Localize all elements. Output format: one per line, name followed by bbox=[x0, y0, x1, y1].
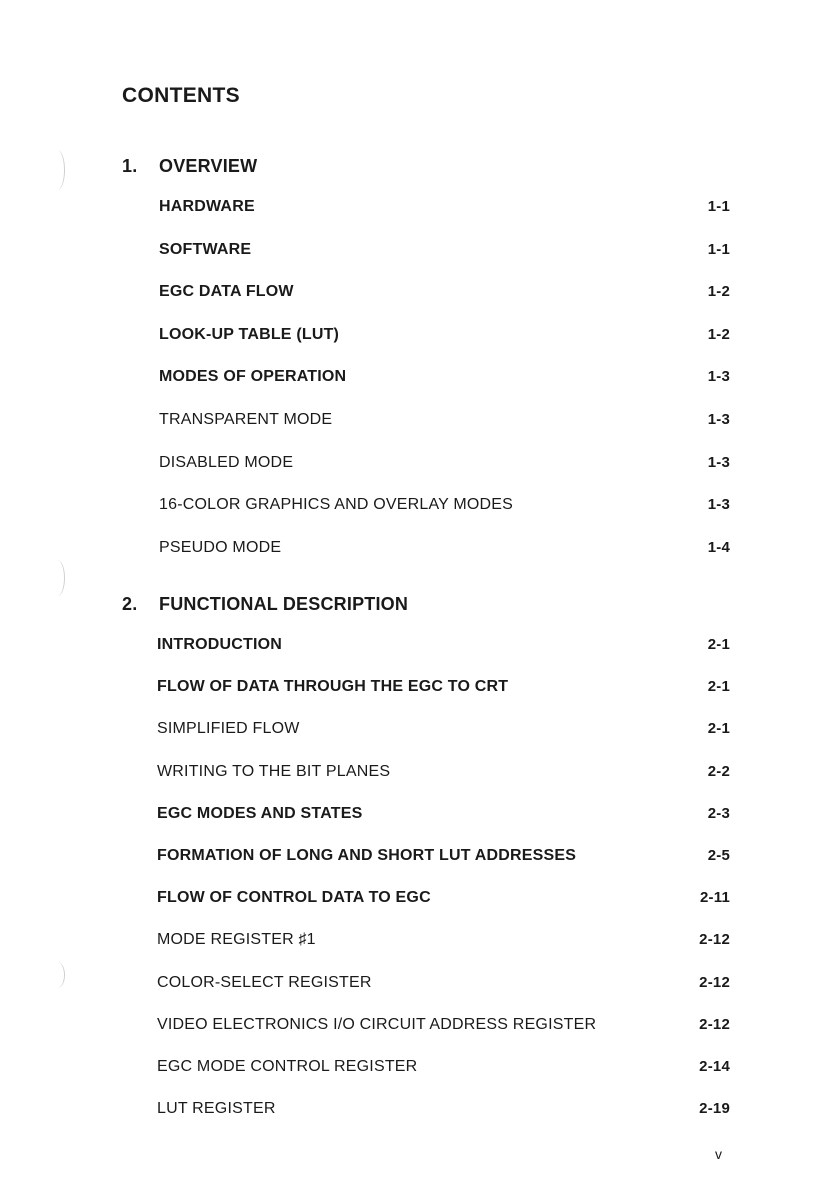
toc-entry-title: WRITING TO THE BIT PLANES bbox=[157, 763, 391, 780]
chapter-title: FUNCTIONAL DESCRIPTION bbox=[159, 594, 409, 614]
toc-entry bbox=[159, 368, 730, 386]
toc-entry-page: 2-12 bbox=[699, 931, 730, 948]
margin-mark bbox=[50, 962, 65, 988]
margin-mark bbox=[50, 560, 65, 596]
chapter-number: 1. bbox=[122, 156, 138, 176]
toc-entry-title: EGC DATA FLOW bbox=[159, 283, 294, 300]
toc-entry-title: FORMATION OF LONG AND SHORT LUT ADDRESSES bbox=[157, 847, 577, 864]
page-number: v bbox=[715, 1146, 722, 1162]
toc-entry bbox=[157, 678, 730, 696]
toc-entry bbox=[159, 283, 730, 301]
toc-entry-page: 1-3 bbox=[707, 411, 730, 428]
toc-entry-page: 1-3 bbox=[707, 496, 730, 513]
toc-entry bbox=[157, 763, 730, 781]
toc-entry-title: 16-COLOR GRAPHICS AND OVERLAY MODES bbox=[159, 496, 514, 513]
toc-entry bbox=[157, 636, 730, 654]
toc-entry-title: LUT REGISTER bbox=[157, 1100, 276, 1117]
toc-entry-title: FLOW OF CONTROL DATA TO EGC bbox=[157, 889, 431, 906]
toc-entry-title: COLOR-SELECT REGISTER bbox=[157, 974, 372, 991]
chapter-number: 2. bbox=[122, 594, 138, 614]
toc-entry-page: 2-12 bbox=[699, 1016, 730, 1033]
toc-entry bbox=[157, 889, 730, 907]
toc-entry bbox=[157, 805, 730, 823]
toc-entry-page: 2-2 bbox=[707, 763, 730, 780]
toc-entry-title: EGC MODES AND STATES bbox=[157, 805, 363, 822]
toc-entry-title: MODES OF OPERATION bbox=[159, 368, 347, 385]
toc-entry bbox=[159, 539, 730, 557]
toc-entry-page: 1-2 bbox=[707, 326, 730, 343]
chapter-heading bbox=[122, 156, 257, 177]
toc-entry-title: FLOW OF DATA THROUGH THE EGC TO CRT bbox=[157, 678, 509, 695]
chapter-heading bbox=[122, 594, 408, 615]
toc-entry bbox=[159, 198, 730, 216]
toc-entry bbox=[157, 1100, 730, 1118]
toc-entry bbox=[159, 326, 730, 344]
toc-entry-title: INTRODUCTION bbox=[157, 636, 283, 653]
toc-entry-page: 1-2 bbox=[707, 283, 730, 300]
toc-entry bbox=[157, 931, 730, 949]
toc-entry bbox=[157, 974, 730, 992]
toc-entry-page: 1-1 bbox=[707, 241, 730, 258]
toc-entry-page: 1-3 bbox=[707, 454, 730, 471]
toc-entry-page: 2-1 bbox=[707, 678, 730, 695]
toc-entry-page: 1-3 bbox=[707, 368, 730, 385]
toc-entry-page: 2-19 bbox=[699, 1100, 730, 1117]
chapter-title: OVERVIEW bbox=[159, 156, 258, 176]
toc-entry-title: LOOK-UP TABLE (LUT) bbox=[159, 326, 340, 343]
toc-entry bbox=[157, 1016, 730, 1034]
toc-entry-title: SIMPLIFIED FLOW bbox=[157, 720, 300, 737]
toc-entry-page: 2-11 bbox=[700, 889, 730, 906]
margin-mark bbox=[50, 150, 65, 190]
toc-entry bbox=[159, 496, 730, 514]
toc-entry bbox=[157, 1058, 730, 1076]
toc-entry-title: TRANSPARENT MODE bbox=[159, 411, 333, 428]
toc-entry bbox=[159, 241, 730, 259]
toc-entry-title: MODE REGISTER ♯1 bbox=[157, 931, 316, 948]
toc-entry-title: SOFTWARE bbox=[159, 241, 252, 258]
toc-entry-page: 2-1 bbox=[707, 720, 730, 737]
toc-entry-page: 1-4 bbox=[707, 539, 730, 556]
page-title: CONTENTS bbox=[122, 84, 240, 107]
toc-entry bbox=[159, 411, 730, 429]
toc-entry bbox=[157, 720, 730, 738]
toc-entry-title: VIDEO ELECTRONICS I/O CIRCUIT ADDRESS REGISTER bbox=[157, 1016, 597, 1033]
toc-entry-title: PSEUDO MODE bbox=[159, 539, 282, 556]
toc-entry bbox=[157, 847, 730, 865]
toc-entry-title: EGC MODE CONTROL REGISTER bbox=[157, 1058, 418, 1075]
toc-entry-page: 2-14 bbox=[699, 1058, 730, 1075]
toc-entry-page: 2-3 bbox=[707, 805, 730, 822]
toc-entry-page: 2-5 bbox=[707, 847, 730, 864]
toc-entry-page: 2-12 bbox=[699, 974, 730, 991]
toc-entry-title: HARDWARE bbox=[159, 198, 255, 215]
toc-entry bbox=[159, 454, 730, 472]
toc-entry-page: 1-1 bbox=[707, 198, 730, 215]
toc-entry-page: 2-1 bbox=[707, 636, 730, 653]
toc-entry-title: DISABLED MODE bbox=[159, 454, 294, 471]
